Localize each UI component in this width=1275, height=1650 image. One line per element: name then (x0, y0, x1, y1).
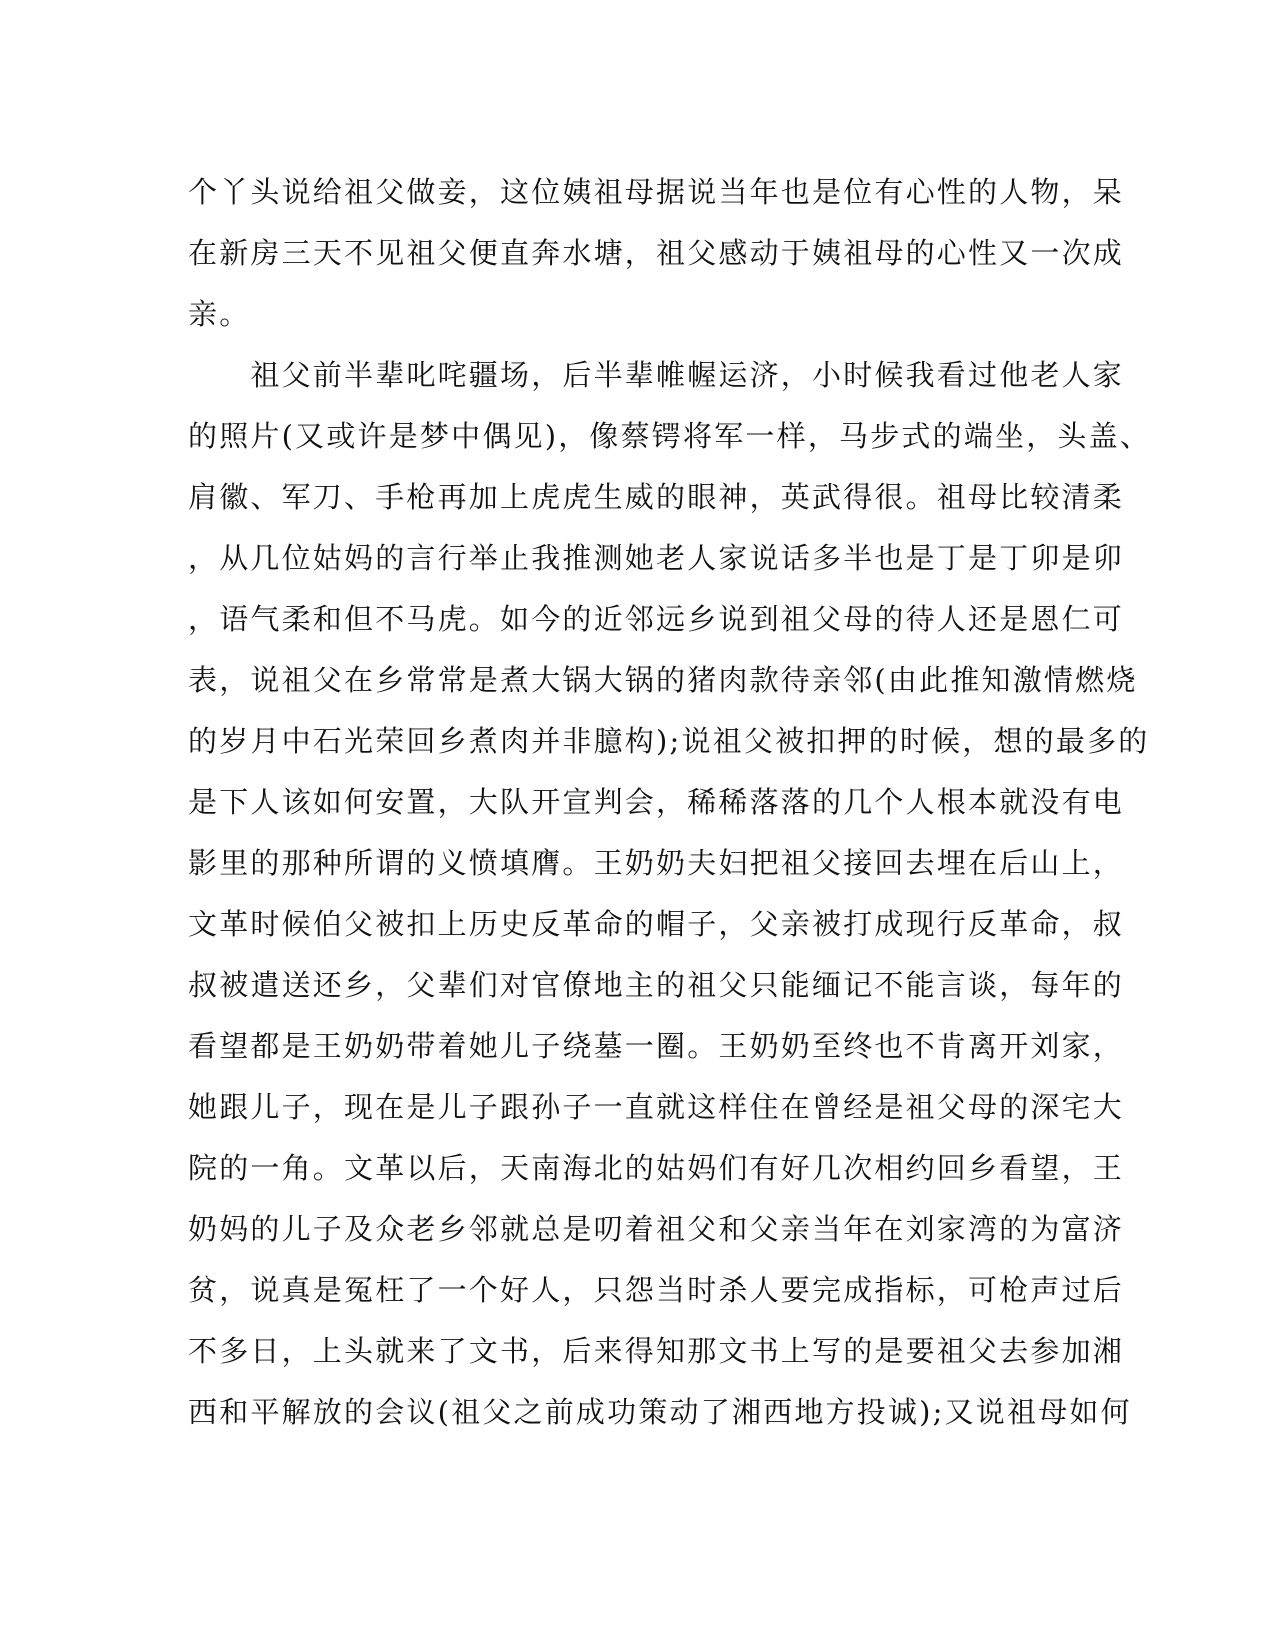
text-line: 祖父前半辈叱咤疆场，后半辈帷幄运济，小时候我看过他老人家 (188, 358, 1125, 392)
text-line: 影里的那种所谓的义愤填膺。王奶奶夫妇把祖父接回去埋在后山上， (188, 846, 1125, 880)
text-line: 肩徽、军刀、手枪再加上虎虎生威的眼神，英武得很。祖母比较清柔 (188, 480, 1125, 514)
text-line: 的岁月中石光荣回乡煮肉并非臆构);说祖父被扣押的时候，想的最多的 (188, 724, 1150, 758)
text-line: 亲。 (188, 297, 251, 331)
text-line: 院的一角。文革以后，天南海北的姑妈们有好几次相约回乡看望，王 (188, 1151, 1125, 1185)
paragraph-2 (188, 345, 1152, 1443)
text-line: 叔被遣送还乡，父辈们对官僚地主的祖父只能缅记不能言谈，每年的 (188, 968, 1125, 1002)
text-line: ，语气柔和但不马虎。如今的近邻远乡说到祖父母的待人还是恩仁可 (188, 602, 1125, 636)
text-line: 贫，说真是冤枉了一个好人，只怨当时杀人要完成指标，可枪声过后 (188, 1273, 1125, 1307)
text-line: 文革时候伯父被扣上历史反革命的帽子，父亲被打成现行反革命，叔 (188, 907, 1125, 941)
text-line: 看望都是王奶奶带着她儿子绕墓一圈。王奶奶至终也不肯离开刘家， (188, 1029, 1125, 1063)
text-line: 在新房三天不见祖父便直奔水塘，祖父感动于姨祖母的心性又一次成 (188, 236, 1125, 270)
text-line: 是下人该如何安置，大队开宣判会，稀稀落落的几个人根本就没有电 (188, 785, 1125, 819)
text-line: 她跟儿子，现在是儿子跟孙子一直就这样住在曾经是祖父母的深宅大 (188, 1090, 1125, 1124)
text-line: 不多日，上头就来了文书，后来得知那文书上写的是要祖父去参加湘 (188, 1334, 1125, 1368)
text-line: 表，说祖父在乡常常是煮大锅大锅的猪肉款待亲邻(由此推知激情燃烧 (188, 663, 1138, 697)
body-text (188, 162, 1152, 1443)
text-line: 个丫头说给祖父做妾，这位姨祖母据说当年也是位有心性的人物，呆 (188, 175, 1125, 209)
text-line: ，从几位姑妈的言行举止我推测她老人家说话多半也是丁是丁卯是卯 (188, 541, 1125, 575)
text-line: 奶妈的儿子及众老乡邻就总是叨着祖父和父亲当年在刘家湾的为富济 (188, 1212, 1125, 1246)
paragraph-1 (188, 162, 1125, 345)
text-line: 西和平解放的会议(祖父之前成功策动了湘西地方投诚);又说祖母如何 (188, 1395, 1132, 1429)
text-line: 的照片(又或许是梦中偶见)，像蔡锷将军一样，马步式的端坐，头盖、 (188, 419, 1152, 453)
